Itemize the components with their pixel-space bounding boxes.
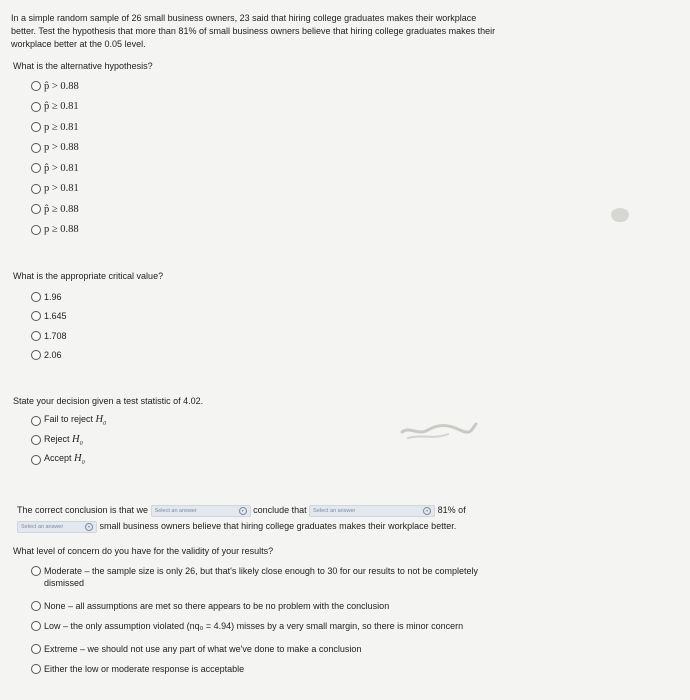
decision-question: State your decision given a test statistic of 4.02. <box>13 396 204 406</box>
concern-option[interactable] <box>31 620 484 632</box>
radio-button[interactable] <box>31 122 41 132</box>
concern-question: What level of concern do you have for the validity of your results? <box>13 546 274 556</box>
scribble-mark <box>398 410 478 450</box>
conclusion-select-3[interactable] <box>17 521 97 533</box>
conclusion-text-3: 81% of <box>437 505 466 515</box>
radio-button[interactable] <box>31 664 41 674</box>
conclusion-select-1[interactable] <box>151 505 251 517</box>
conclusion-select-3-label: Select an answer <box>21 524 64 530</box>
hypothesis-expression: p̂ > 0.81 <box>44 162 79 174</box>
alt-hypothesis-option[interactable] <box>31 138 79 159</box>
concern-label: None – all assumptions are met so there appears to be no problem with the conclusion <box>44 601 390 611</box>
radio-button[interactable] <box>31 621 41 631</box>
problem-statement: In a simple random sample of 26 small business owners, 23 said that hiring college graduates makes their workplace better. Test the hypothesis that more than 81% of small business owners believe that hiring college graduates makes their workplace better at the 0.05 level. <box>11 13 496 49</box>
radio-button[interactable] <box>31 435 41 445</box>
decision-label: Fail to reject $H_0$ <box>44 414 107 428</box>
concern-label: Low – the only assumption violated (nq₀ = 4.94) misses by a very small margin, so there is minor concern <box>44 621 464 631</box>
conclusion-select-2[interactable] <box>309 505 435 517</box>
radio-button[interactable] <box>31 331 41 341</box>
conclusion-select-2-label: Select an answer <box>313 508 356 514</box>
decision-label: Accept $H_0$ <box>44 453 85 467</box>
decision-label: Reject $H_0$ <box>44 433 83 447</box>
radio-button[interactable] <box>31 292 41 302</box>
conclusion-sentence <box>17 502 497 534</box>
hypothesis-expression: p > 0.81 <box>44 183 79 195</box>
critical-value-label: 2.06 <box>44 350 62 361</box>
radio-button[interactable] <box>31 311 41 321</box>
radio-button[interactable] <box>31 184 41 194</box>
alt-hypothesis-option[interactable] <box>31 220 79 241</box>
alt-hypothesis-option[interactable] <box>31 117 79 138</box>
conclusion-text-4: small business owners believe that hiring college graduates makes their workplace better. <box>99 521 457 531</box>
hypothesis-expression: p ≥ 0.88 <box>44 224 79 236</box>
critical-value-label: 1.645 <box>44 311 67 322</box>
concern-option[interactable] <box>31 565 484 589</box>
decision-option[interactable] <box>31 411 106 431</box>
radio-button[interactable] <box>31 81 41 91</box>
critical-value-options <box>31 287 67 365</box>
conclusion-text-1: The correct conclusion is that we <box>17 505 149 515</box>
decision-options <box>31 411 106 470</box>
radio-button[interactable] <box>31 644 41 654</box>
radio-button[interactable] <box>31 601 41 611</box>
alt-hypothesis-option[interactable] <box>31 158 79 179</box>
concern-option[interactable] <box>31 663 484 675</box>
critical-value-option[interactable] <box>31 326 67 346</box>
conclusion-select-1-label: Select an answer <box>154 508 197 514</box>
chevron-down-icon: ▾ <box>239 507 247 515</box>
chevron-down-icon: ▾ <box>423 507 431 515</box>
critical-value-label: 1.708 <box>44 330 67 341</box>
concern-options <box>31 565 484 675</box>
concern-option[interactable] <box>31 643 484 655</box>
concern-label: Either the low or moderate response is acceptable <box>44 664 245 674</box>
radio-button[interactable] <box>31 350 41 360</box>
alt-hypothesis-options <box>31 76 79 240</box>
critical-value-option[interactable] <box>31 346 67 366</box>
hypothesis-expression: p̂ ≥ 0.88 <box>44 203 79 215</box>
decision-option[interactable] <box>31 431 106 451</box>
radio-button[interactable] <box>31 416 41 426</box>
conclusion-text-2: conclude that <box>253 505 307 515</box>
radio-button[interactable] <box>31 204 41 214</box>
concern-option[interactable] <box>31 600 484 612</box>
hypothesis-expression: p̂ ≥ 0.81 <box>44 101 79 113</box>
critical-value-question: What is the appropriate critical value? <box>13 271 164 281</box>
radio-button[interactable] <box>31 225 41 235</box>
alt-hypothesis-option[interactable] <box>31 97 79 118</box>
radio-button[interactable] <box>31 566 41 576</box>
alt-hypothesis-question: What is the alternative hypothesis? <box>13 61 153 71</box>
radio-button[interactable] <box>31 455 41 465</box>
hypothesis-expression: p > 0.88 <box>44 142 79 154</box>
alt-hypothesis-option[interactable] <box>31 199 79 220</box>
critical-value-option[interactable] <box>31 307 67 327</box>
hypothesis-expression: p̂ > 0.88 <box>44 80 79 92</box>
decision-option[interactable] <box>31 450 106 470</box>
alt-hypothesis-option[interactable] <box>31 179 79 200</box>
radio-button[interactable] <box>31 102 41 112</box>
radio-button[interactable] <box>31 163 41 173</box>
concern-label: Moderate – the sample size is only 26, but that's likely close enough to 30 for our results to not be completely dismissed <box>44 566 478 588</box>
smudge-mark <box>608 205 632 225</box>
critical-value-label: 1.96 <box>44 291 62 302</box>
concern-label: Extreme – we should not use any part of what we've done to make a conclusion <box>44 644 362 654</box>
radio-button[interactable] <box>31 143 41 153</box>
critical-value-option[interactable] <box>31 287 67 307</box>
chevron-down-icon: ▾ <box>85 523 93 531</box>
hypothesis-expression: p ≥ 0.81 <box>44 121 79 133</box>
alt-hypothesis-option[interactable] <box>31 76 79 97</box>
